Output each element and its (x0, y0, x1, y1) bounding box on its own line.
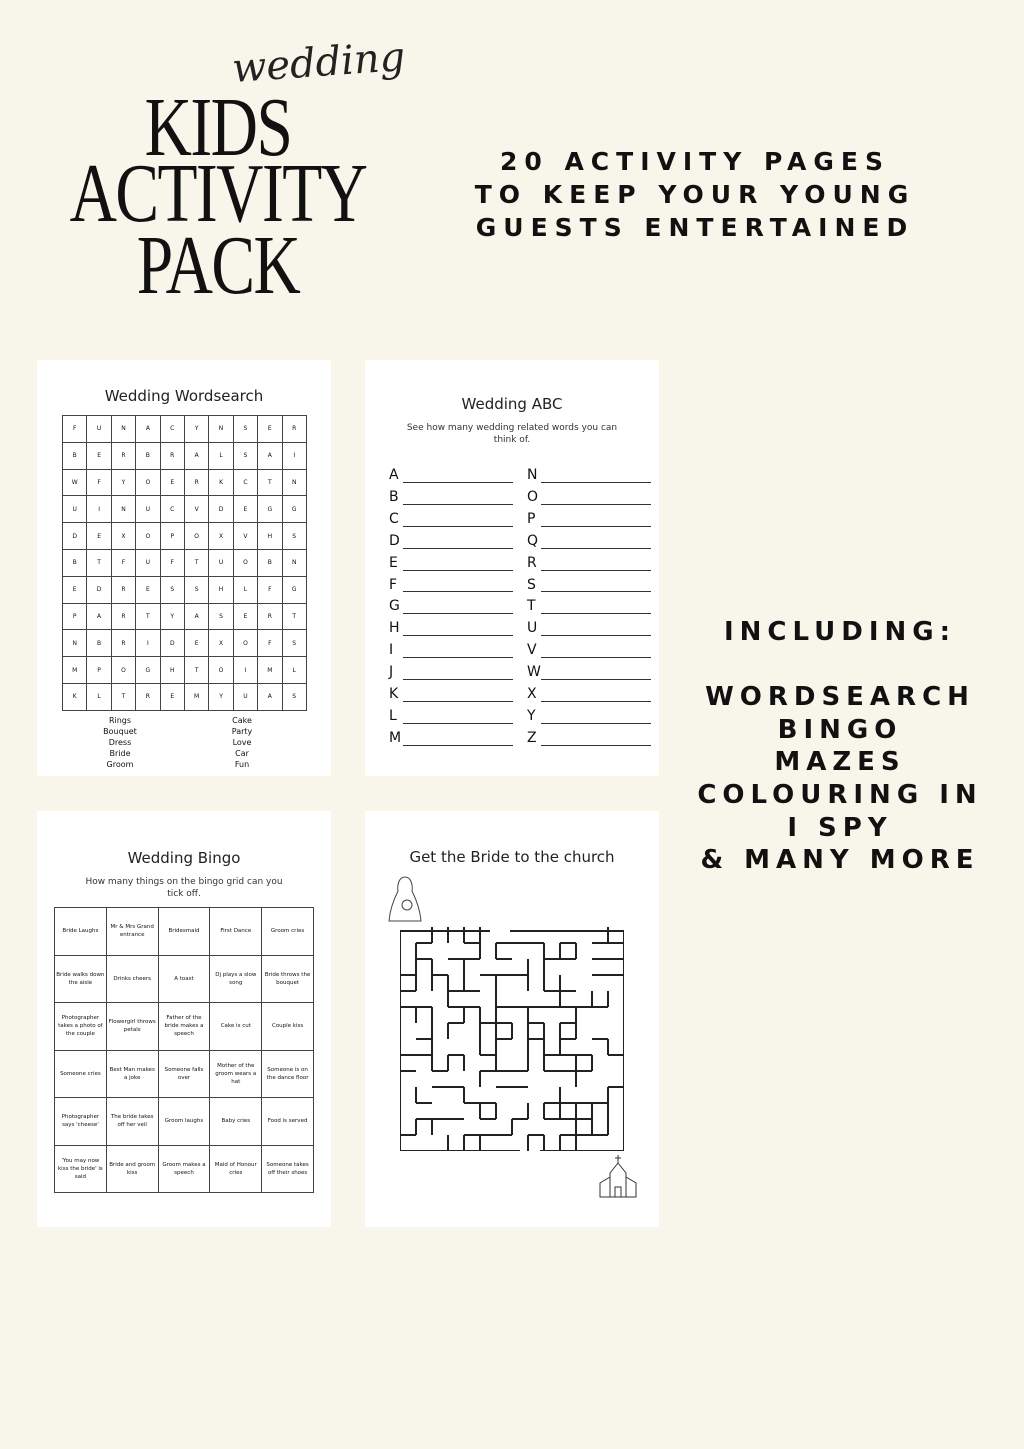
abc-letter: Y (527, 707, 536, 724)
wordsearch-cell: N (209, 416, 233, 443)
wordsearch-cell: S (160, 576, 184, 603)
wordsearch-cell: Y (184, 416, 208, 443)
answer-line[interactable] (541, 689, 651, 702)
bingo-cell: Couple kiss (262, 1003, 314, 1051)
abc-title: Wedding ABC (461, 395, 563, 413)
answer-line[interactable] (403, 623, 513, 636)
answer-line[interactable] (403, 645, 513, 658)
bingo-cell: 'You may now kiss the bride' is said (55, 1145, 107, 1193)
bingo-cell: Groom makes a speech (158, 1145, 210, 1193)
wordsearch-cell: H (160, 657, 184, 684)
wordsearch-cell: F (258, 576, 282, 603)
wordsearch-cell: G (258, 496, 282, 523)
bingo-cell: Flowergirl throws petals (106, 1003, 158, 1051)
wordsearch-cell: U (136, 549, 160, 576)
abc-letter: K (389, 686, 399, 703)
wordsearch-cell: E (136, 576, 160, 603)
wordsearch-cell: Y (111, 469, 135, 496)
abc-letter: J (389, 664, 394, 681)
wordsearch-cell: I (282, 442, 306, 469)
wordsearch-cell: E (233, 496, 257, 523)
wordsearch-cell: I (136, 630, 160, 657)
abc-row (389, 618, 513, 640)
abc-letter: C (389, 510, 399, 527)
wordsearch-cell: G (282, 576, 306, 603)
church-icon (597, 1153, 639, 1199)
wordsearch-cell: A (87, 603, 111, 630)
wordsearch-cell: N (111, 496, 135, 523)
wordsearch-cell: R (160, 442, 184, 469)
wordsearch-cell: D (160, 630, 184, 657)
wordsearch-cell: B (63, 549, 87, 576)
abc-letter: I (389, 642, 394, 659)
abc-letter: R (527, 554, 537, 571)
wordsearch-cell: B (258, 549, 282, 576)
wordsearch-cell: N (111, 416, 135, 443)
tagline-line: TO KEEP YOUR YOUNG (474, 180, 916, 209)
bingo-cell: Best Man makes a joke (106, 1050, 158, 1098)
wordsearch-cell: R (111, 576, 135, 603)
wordsearch-cell: N (282, 549, 306, 576)
bingo-cell: Photographer takes a photo of the couple (55, 1003, 107, 1051)
wordsearch-cell: C (160, 496, 184, 523)
wordsearch-cell: M (258, 657, 282, 684)
word-item: Car (235, 749, 249, 758)
word-item: Party (231, 727, 253, 736)
bingo-title: Wedding Bingo (127, 849, 241, 867)
wordsearch-cell: F (160, 549, 184, 576)
answer-line[interactable] (403, 579, 513, 592)
abc-letter: M (389, 729, 402, 746)
abc-row (389, 509, 513, 531)
wordsearch-cell: B (87, 630, 111, 657)
wordsearch-cell: O (233, 549, 257, 576)
abc-row (527, 575, 651, 597)
wordsearch-cell: C (160, 416, 184, 443)
wordsearch-cell: U (136, 496, 160, 523)
word-item: Cake (232, 716, 252, 725)
bingo-cell: Bride Laughs (55, 908, 107, 956)
wordsearch-cell: S (233, 416, 257, 443)
wordsearch-cell: D (63, 523, 87, 550)
wordsearch-cell: O (233, 630, 257, 657)
wordsearch-cell: S (209, 603, 233, 630)
bingo-grid (54, 907, 314, 1193)
answer-line[interactable] (403, 601, 513, 614)
wordsearch-cell: R (111, 630, 135, 657)
abc-row (389, 706, 513, 728)
script-wedding: wedding (230, 34, 407, 92)
wordsearch-cell: T (282, 603, 306, 630)
abc-subtitle: See how many wedding related words you can think of. (406, 423, 618, 445)
wordsearch-cell: K (63, 683, 87, 710)
word-list-right (202, 715, 282, 770)
abc-letter: F (389, 576, 398, 593)
bingo-cell: Someone is on the dance floor (262, 1050, 314, 1098)
abc-letter: O (527, 488, 539, 505)
wordsearch-cell: L (209, 442, 233, 469)
wordsearch-cell: F (111, 549, 135, 576)
abc-row (527, 662, 651, 684)
wordsearch-cell: A (258, 442, 282, 469)
wordsearch-cell: O (136, 523, 160, 550)
wordsearch-cell: G (282, 496, 306, 523)
wordsearch-title: Wedding Wordsearch (104, 387, 264, 405)
including-line: INCLUDING: (723, 617, 957, 647)
wordsearch-cell: F (258, 630, 282, 657)
abc-row (389, 531, 513, 553)
answer-line[interactable] (541, 601, 651, 614)
wordsearch-cell: L (282, 657, 306, 684)
bingo-cell: Father of the bride makes a speech (158, 1003, 210, 1051)
wordsearch-cell: S (282, 630, 306, 657)
wordsearch-cell: L (87, 683, 111, 710)
wordsearch-cell: L (233, 576, 257, 603)
wordsearch-cell: C (233, 469, 257, 496)
wordsearch-cell: R (184, 469, 208, 496)
answer-line[interactable] (403, 536, 513, 549)
wordsearch-cell: S (282, 683, 306, 710)
wordsearch-cell: T (258, 469, 282, 496)
word-item: Bride (109, 749, 131, 758)
abc-letter: W (527, 664, 541, 681)
wordsearch-cell: W (63, 469, 87, 496)
answer-line[interactable] (541, 667, 651, 680)
abc-row (527, 509, 651, 531)
including-line: I SPY (787, 812, 893, 843)
abc-letter: V (527, 642, 537, 659)
abc-row (527, 596, 651, 618)
wordsearch-cell: H (258, 523, 282, 550)
bingo-card (37, 811, 331, 1227)
answer-line[interactable] (541, 623, 651, 636)
wordsearch-cell: F (63, 416, 87, 443)
wordsearch-cell: Y (209, 683, 233, 710)
wordsearch-cell: U (209, 549, 233, 576)
wordsearch-cell: D (209, 496, 233, 523)
including-line: BINGO (777, 714, 903, 745)
word-item: Rings (108, 716, 132, 725)
wordsearch-cell: U (87, 416, 111, 443)
wordsearch-cell: T (87, 549, 111, 576)
abc-letter: Q (527, 532, 539, 549)
wordsearch-cell: O (111, 657, 135, 684)
answer-line[interactable] (541, 514, 651, 527)
wordsearch-cell: R (111, 603, 135, 630)
abc-row (389, 596, 513, 618)
abc-row (389, 575, 513, 597)
wordsearch-cell: A (184, 442, 208, 469)
answer-line[interactable] (541, 470, 651, 483)
including-line: & MANY MORE (700, 845, 980, 876)
wordsearch-cell: U (233, 683, 257, 710)
abc-letter: G (389, 598, 400, 615)
answer-line[interactable] (403, 558, 513, 571)
abc-letter: Z (527, 729, 537, 746)
bride-icon (385, 873, 425, 925)
including-line (670, 649, 1010, 682)
bingo-cell: Dj plays a slow song (210, 955, 262, 1003)
bingo-cell: Bridesmaid (158, 908, 210, 956)
bingo-cell: First Dance (210, 908, 262, 956)
abc-letter: E (389, 554, 398, 571)
answer-line[interactable] (541, 711, 651, 724)
answer-line[interactable] (403, 492, 513, 505)
bingo-cell: The bride takes off her veil (106, 1098, 158, 1146)
wordsearch-cell: T (136, 603, 160, 630)
bingo-cell: Photographer says 'cheese' (55, 1098, 107, 1146)
wordsearch-cell: O (136, 469, 160, 496)
word-item: Love (232, 738, 252, 747)
wordsearch-cell: I (233, 657, 257, 684)
wordsearch-cell: E (160, 683, 184, 710)
abc-row (389, 684, 513, 706)
bingo-cell: Bride throws the bouquet (262, 955, 314, 1003)
wordsearch-cell: V (233, 523, 257, 550)
abc-row (389, 640, 513, 662)
wordsearch-cell: P (160, 523, 184, 550)
word-item: Dress (108, 738, 132, 747)
wordsearch-cell: M (184, 683, 208, 710)
bingo-cell: Drinks cheers (106, 955, 158, 1003)
maze-title: Get the Bride to the church (409, 848, 615, 866)
abc-row (527, 640, 651, 662)
wordsearch-cell: X (111, 523, 135, 550)
maze-grid (400, 927, 624, 1151)
bingo-cell: Someone cries (55, 1050, 107, 1098)
abc-row (527, 684, 651, 706)
abc-letter: B (389, 488, 399, 505)
answer-line[interactable] (541, 536, 651, 549)
abc-row (527, 728, 651, 750)
abc-row (527, 553, 651, 575)
tagline-line: GUESTS ENTERTAINED (475, 213, 915, 242)
bingo-subtitle: How many things on the bingo grid can you tick off. (85, 877, 283, 899)
title-kids: KIDS (144, 81, 292, 174)
word-item: Bouquet (103, 727, 137, 736)
wordsearch-cell: A (258, 683, 282, 710)
bingo-cell: Maid of Honour cries (210, 1145, 262, 1193)
abc-row (389, 487, 513, 509)
abc-row (527, 618, 651, 640)
wordsearch-cell: D (87, 576, 111, 603)
wordsearch-cell: E (160, 469, 184, 496)
wordsearch-cell: R (136, 683, 160, 710)
wordsearch-cell: T (184, 549, 208, 576)
abc-letter: T (527, 598, 536, 615)
abc-row (527, 487, 651, 509)
answer-line[interactable] (541, 733, 651, 746)
wordsearch-cell: N (282, 469, 306, 496)
wordsearch-cell: E (87, 523, 111, 550)
answer-line[interactable] (403, 711, 513, 724)
wordsearch-cell: V (184, 496, 208, 523)
wordsearch-cell: Y (160, 603, 184, 630)
abc-letter: U (527, 620, 538, 637)
title-activity: ACTIVITY (69, 147, 367, 240)
wordsearch-cell: F (87, 469, 111, 496)
abc-row (389, 728, 513, 750)
abc-letter: A (389, 467, 399, 483)
including-line: WORDSEARCH (705, 682, 975, 713)
wordsearch-cell: P (87, 657, 111, 684)
word-list-left (80, 715, 160, 770)
wordsearch-cell: N (63, 630, 87, 657)
including-list (670, 616, 1010, 877)
abc-row (389, 465, 513, 487)
abc-letter: H (389, 620, 400, 637)
bingo-cell: Someone takes off their shoes (262, 1145, 314, 1193)
wordsearch-cell: S (184, 576, 208, 603)
wordsearch-cell: O (184, 523, 208, 550)
abc-row (527, 706, 651, 728)
wordsearch-cell: R (258, 603, 282, 630)
word-item: Fun (234, 760, 250, 769)
wordsearch-grid (62, 415, 307, 711)
maze-card (365, 811, 659, 1227)
wordsearch-cell: B (63, 442, 87, 469)
including-line: MAZES (774, 747, 906, 778)
abc-left-column (389, 465, 513, 750)
wordsearch-cell: T (111, 683, 135, 710)
answer-line[interactable] (403, 514, 513, 527)
wordsearch-cell: S (282, 523, 306, 550)
wordsearch-cell: O (209, 657, 233, 684)
bingo-cell: Groom laughs (158, 1098, 210, 1146)
answer-line[interactable] (403, 667, 513, 680)
bingo-cell: A toast (158, 955, 210, 1003)
wordsearch-cell: I (87, 496, 111, 523)
bingo-cell: Cake is cut (210, 1003, 262, 1051)
answer-line[interactable] (403, 733, 513, 746)
bingo-cell: Baby cries (210, 1098, 262, 1146)
wordsearch-cell: E (87, 442, 111, 469)
wordsearch-cell: X (209, 630, 233, 657)
abc-letter: X (527, 686, 537, 703)
abc-row (527, 465, 651, 487)
wordsearch-cell: H (209, 576, 233, 603)
answer-line[interactable] (541, 558, 651, 571)
maze-walls (400, 927, 624, 1151)
abc-letter: L (389, 707, 397, 724)
wordsearch-cell: A (136, 416, 160, 443)
bingo-cell: Food is served (262, 1098, 314, 1146)
wordsearch-cell: E (63, 576, 87, 603)
answer-line[interactable] (541, 492, 651, 505)
wordsearch-cell: R (282, 416, 306, 443)
wordsearch-cell: G (136, 657, 160, 684)
bingo-cell: Bride and groom kiss (106, 1145, 158, 1193)
answer-line[interactable] (541, 579, 651, 592)
abc-letter: D (389, 532, 400, 549)
bingo-cell: Groom cries (262, 908, 314, 956)
abc-card (365, 360, 659, 776)
word-item: Groom (106, 760, 134, 769)
wordsearch-cell: M (63, 657, 87, 684)
answer-line[interactable] (403, 470, 513, 483)
abc-right-column (527, 465, 651, 750)
wordsearch-card (37, 360, 331, 776)
bingo-cell: Mr & Mrs Grand entrance (106, 908, 158, 956)
abc-letter: P (527, 510, 536, 527)
bingo-cell: Mother of the groom wears a hat (210, 1050, 262, 1098)
wordsearch-cell: U (63, 496, 87, 523)
bingo-cell: Bride walks down the aisle (55, 955, 107, 1003)
tagline-line: 20 ACTIVITY PAGES (499, 147, 891, 176)
answer-line[interactable] (541, 645, 651, 658)
wordsearch-cell: B (136, 442, 160, 469)
title-pack: PACK (136, 219, 300, 312)
wordsearch-cell: E (258, 416, 282, 443)
wordsearch-cell: T (184, 657, 208, 684)
abc-row (389, 662, 513, 684)
wordsearch-cell: E (233, 603, 257, 630)
abc-letter: N (527, 467, 538, 483)
tagline (440, 145, 950, 244)
wordsearch-cell: E (184, 630, 208, 657)
answer-line[interactable] (403, 689, 513, 702)
wordsearch-cell: R (111, 442, 135, 469)
wordsearch-cell: S (233, 442, 257, 469)
bingo-cell: Someone falls over (158, 1050, 210, 1098)
wordsearch-cell: X (209, 523, 233, 550)
wordsearch-cell: A (184, 603, 208, 630)
abc-letter: S (527, 576, 536, 593)
including-line: COLOURING IN (697, 779, 983, 810)
wordsearch-cell: P (63, 603, 87, 630)
abc-row (389, 553, 513, 575)
wordsearch-cell: K (209, 469, 233, 496)
abc-row (527, 531, 651, 553)
